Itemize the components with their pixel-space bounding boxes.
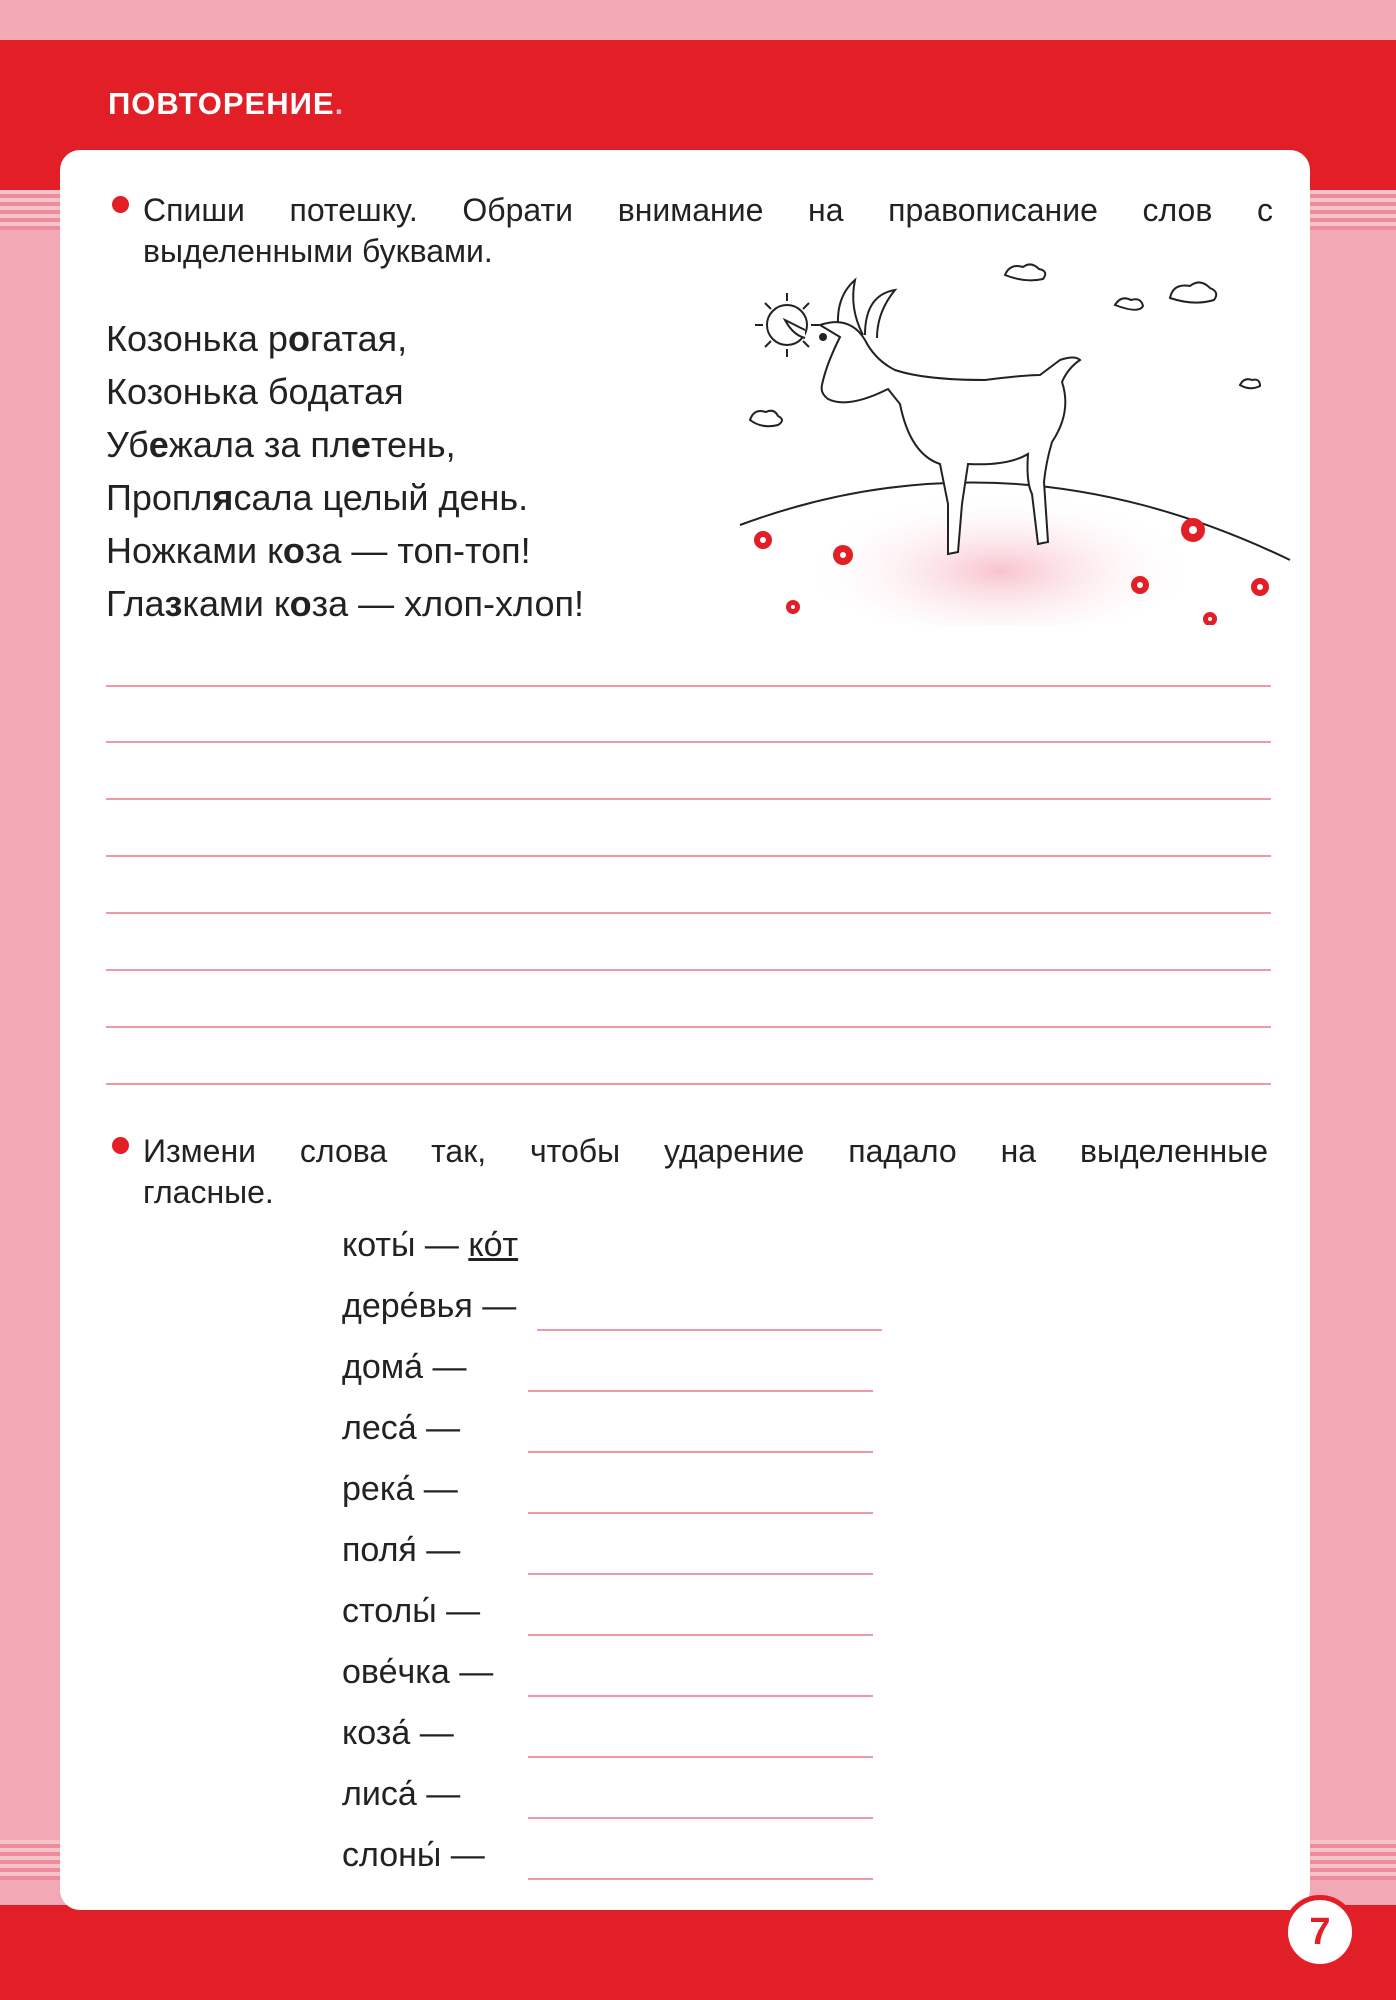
poem-line: Козонька бодатая xyxy=(106,371,404,412)
goat-illustration xyxy=(720,255,1300,625)
answer-line[interactable] xyxy=(528,1695,873,1697)
example-word: коты́ xyxy=(342,1226,416,1264)
footer-band xyxy=(0,1905,1396,2000)
answer-line[interactable] xyxy=(528,1817,873,1819)
poem-line: Козонька рогатая, xyxy=(106,318,408,359)
word-row: столы́ — xyxy=(342,1581,518,1642)
answer-line[interactable] xyxy=(528,1634,873,1636)
word-row: дере́вья — xyxy=(342,1276,518,1337)
writing-line[interactable] xyxy=(106,685,1271,687)
exercise1-instruction-line1: Спиши потешку. Обрати внимание на правописание слов с xyxy=(143,192,1273,228)
section-title xyxy=(108,86,344,122)
answer-line[interactable] xyxy=(528,1512,873,1514)
writing-line[interactable] xyxy=(106,912,1271,914)
exercise2-instruction-line1: Измени слова так, чтобы ударение падало на выделенные xyxy=(143,1133,1268,1169)
poem-line: Убежала за плетень, xyxy=(106,424,456,465)
word: слоны́ xyxy=(342,1836,442,1874)
word-row: леса́ — xyxy=(342,1398,518,1459)
cloud-icon xyxy=(750,411,782,427)
cloud-icon xyxy=(1170,282,1216,302)
exercise1-instruction-line2: выделенными буквами. xyxy=(143,233,493,269)
answer-line[interactable] xyxy=(528,1878,873,1880)
writing-line[interactable] xyxy=(106,741,1271,743)
page-number: 7 xyxy=(1283,1895,1357,1969)
answer-line[interactable] xyxy=(528,1451,873,1453)
word: столы́ xyxy=(342,1592,437,1630)
word-list xyxy=(342,1215,518,1886)
word-row: ове́чка — xyxy=(342,1642,518,1703)
answer-line[interactable] xyxy=(528,1390,873,1392)
word: коза́ xyxy=(342,1714,411,1752)
word-row: коза́ — xyxy=(342,1703,518,1764)
dash: — xyxy=(424,1226,459,1264)
cloud-icon xyxy=(1240,379,1260,388)
word-row: лиса́ — xyxy=(342,1764,518,1825)
answer-line[interactable] xyxy=(528,1573,873,1575)
exercise2-instruction-line2: гласные. xyxy=(143,1174,274,1210)
section-title-dot: . xyxy=(334,86,345,121)
writing-line[interactable] xyxy=(106,855,1271,857)
writing-line[interactable] xyxy=(106,1026,1271,1028)
word-row: река́ — xyxy=(342,1459,518,1520)
answer-line[interactable] xyxy=(528,1756,873,1758)
bullet-icon xyxy=(112,196,129,213)
word: ове́чка xyxy=(342,1653,450,1691)
word: река́ xyxy=(342,1470,415,1508)
cloud-icon xyxy=(1115,298,1143,309)
word-row: поля́ — xyxy=(342,1520,518,1581)
word: поля́ xyxy=(342,1531,417,1569)
poem-line: Ножками коза — топ-топ! xyxy=(106,530,531,571)
cloud-icon xyxy=(1005,264,1045,280)
section-title-text: ПОВТОРЕНИЕ xyxy=(108,86,335,121)
top-band xyxy=(0,0,1396,40)
writing-line[interactable] xyxy=(106,969,1271,971)
word: лиса́ xyxy=(342,1775,417,1813)
poem-line: Проплясала целый день. xyxy=(106,477,529,518)
exercise2-instruction xyxy=(143,1131,1268,1213)
bullet-icon xyxy=(112,1137,129,1154)
word-row: дома́ — xyxy=(342,1337,518,1398)
poem xyxy=(106,312,584,630)
writing-line[interactable] xyxy=(106,798,1271,800)
poem-line: Глазками коза — хлоп-хлоп! xyxy=(106,583,584,624)
word: дома́ xyxy=(342,1348,424,1386)
example-row xyxy=(342,1215,518,1276)
word: леса́ xyxy=(342,1409,417,1447)
word: дере́вья xyxy=(342,1287,473,1325)
example-answer: ко́т xyxy=(468,1226,519,1264)
answer-line[interactable] xyxy=(537,1329,882,1331)
writing-line[interactable] xyxy=(106,1083,1271,1085)
word-row: слоны́ — xyxy=(342,1825,518,1886)
